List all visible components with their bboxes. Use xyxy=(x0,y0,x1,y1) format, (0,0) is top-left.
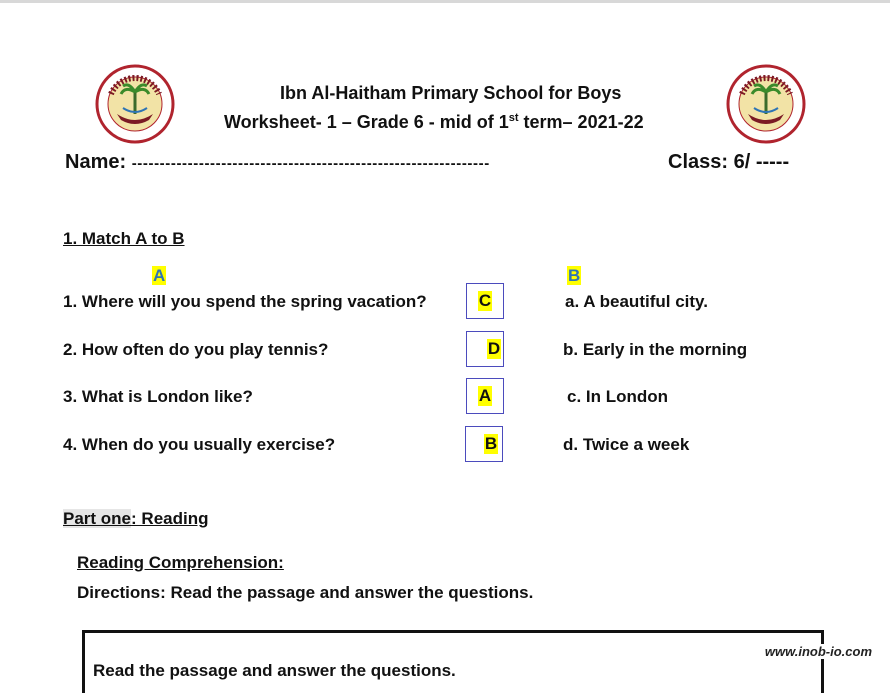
option-c: c. In London xyxy=(567,387,669,406)
answer-box-2[interactable] xyxy=(466,331,504,367)
part-one-label: Part one xyxy=(63,509,132,528)
directions-text: Directions: Read the passage and answer the questions. xyxy=(77,583,534,602)
answer-4: B xyxy=(484,434,498,453)
option-d: d. Twice a week xyxy=(563,435,690,454)
part-one-reading: : Reading xyxy=(131,509,209,528)
worksheet-title-sup: st xyxy=(508,112,519,124)
name-label: Name: xyxy=(65,151,127,173)
passage-box xyxy=(82,630,824,693)
qatar-emblem-left xyxy=(95,64,175,144)
question-3: 3. What is London like? xyxy=(63,387,253,406)
passage-box-text: Read the passage and answer the questions. xyxy=(93,661,456,680)
question-4: 4. When do you usually exercise? xyxy=(63,435,336,454)
watermark: www.inob-io.com xyxy=(764,644,872,659)
worksheet-title xyxy=(224,112,644,133)
column-a-label: A xyxy=(153,266,166,285)
question-1: 1. Where will you spend the spring vacation? xyxy=(63,292,427,311)
option-a: a. A beautiful city. xyxy=(565,292,708,311)
reading-comprehension-title: Reading Comprehension: xyxy=(77,553,284,572)
answer-3: A xyxy=(478,386,492,405)
column-b-label: B xyxy=(568,266,581,285)
answer-2: D xyxy=(487,339,501,358)
school-name: Ibn Al-Haitham Primary School for Boys xyxy=(280,83,622,103)
question-2: 2. How often do you play tennis? xyxy=(63,340,329,359)
qatar-emblem-right xyxy=(726,64,806,144)
option-b: b. Early in the morning xyxy=(563,340,748,359)
answer-box-4[interactable] xyxy=(465,426,503,462)
worksheet-title-suffix: term– 2021-22 xyxy=(518,112,644,132)
part-one-title xyxy=(63,509,208,529)
class-label: Class: 6/ ----- xyxy=(668,151,790,173)
name-blank: ---------------------------------------------------------------- xyxy=(131,155,490,172)
answer-1: C xyxy=(478,291,492,310)
answer-box-3[interactable] xyxy=(466,378,504,414)
answer-box-1[interactable] xyxy=(466,283,504,319)
top-divider xyxy=(0,0,890,3)
name-line xyxy=(65,151,490,174)
section-title-match: 1. Match A to B xyxy=(63,229,185,248)
worksheet-title-prefix: Worksheet- 1 – Grade 6 - mid of 1 xyxy=(224,112,509,132)
